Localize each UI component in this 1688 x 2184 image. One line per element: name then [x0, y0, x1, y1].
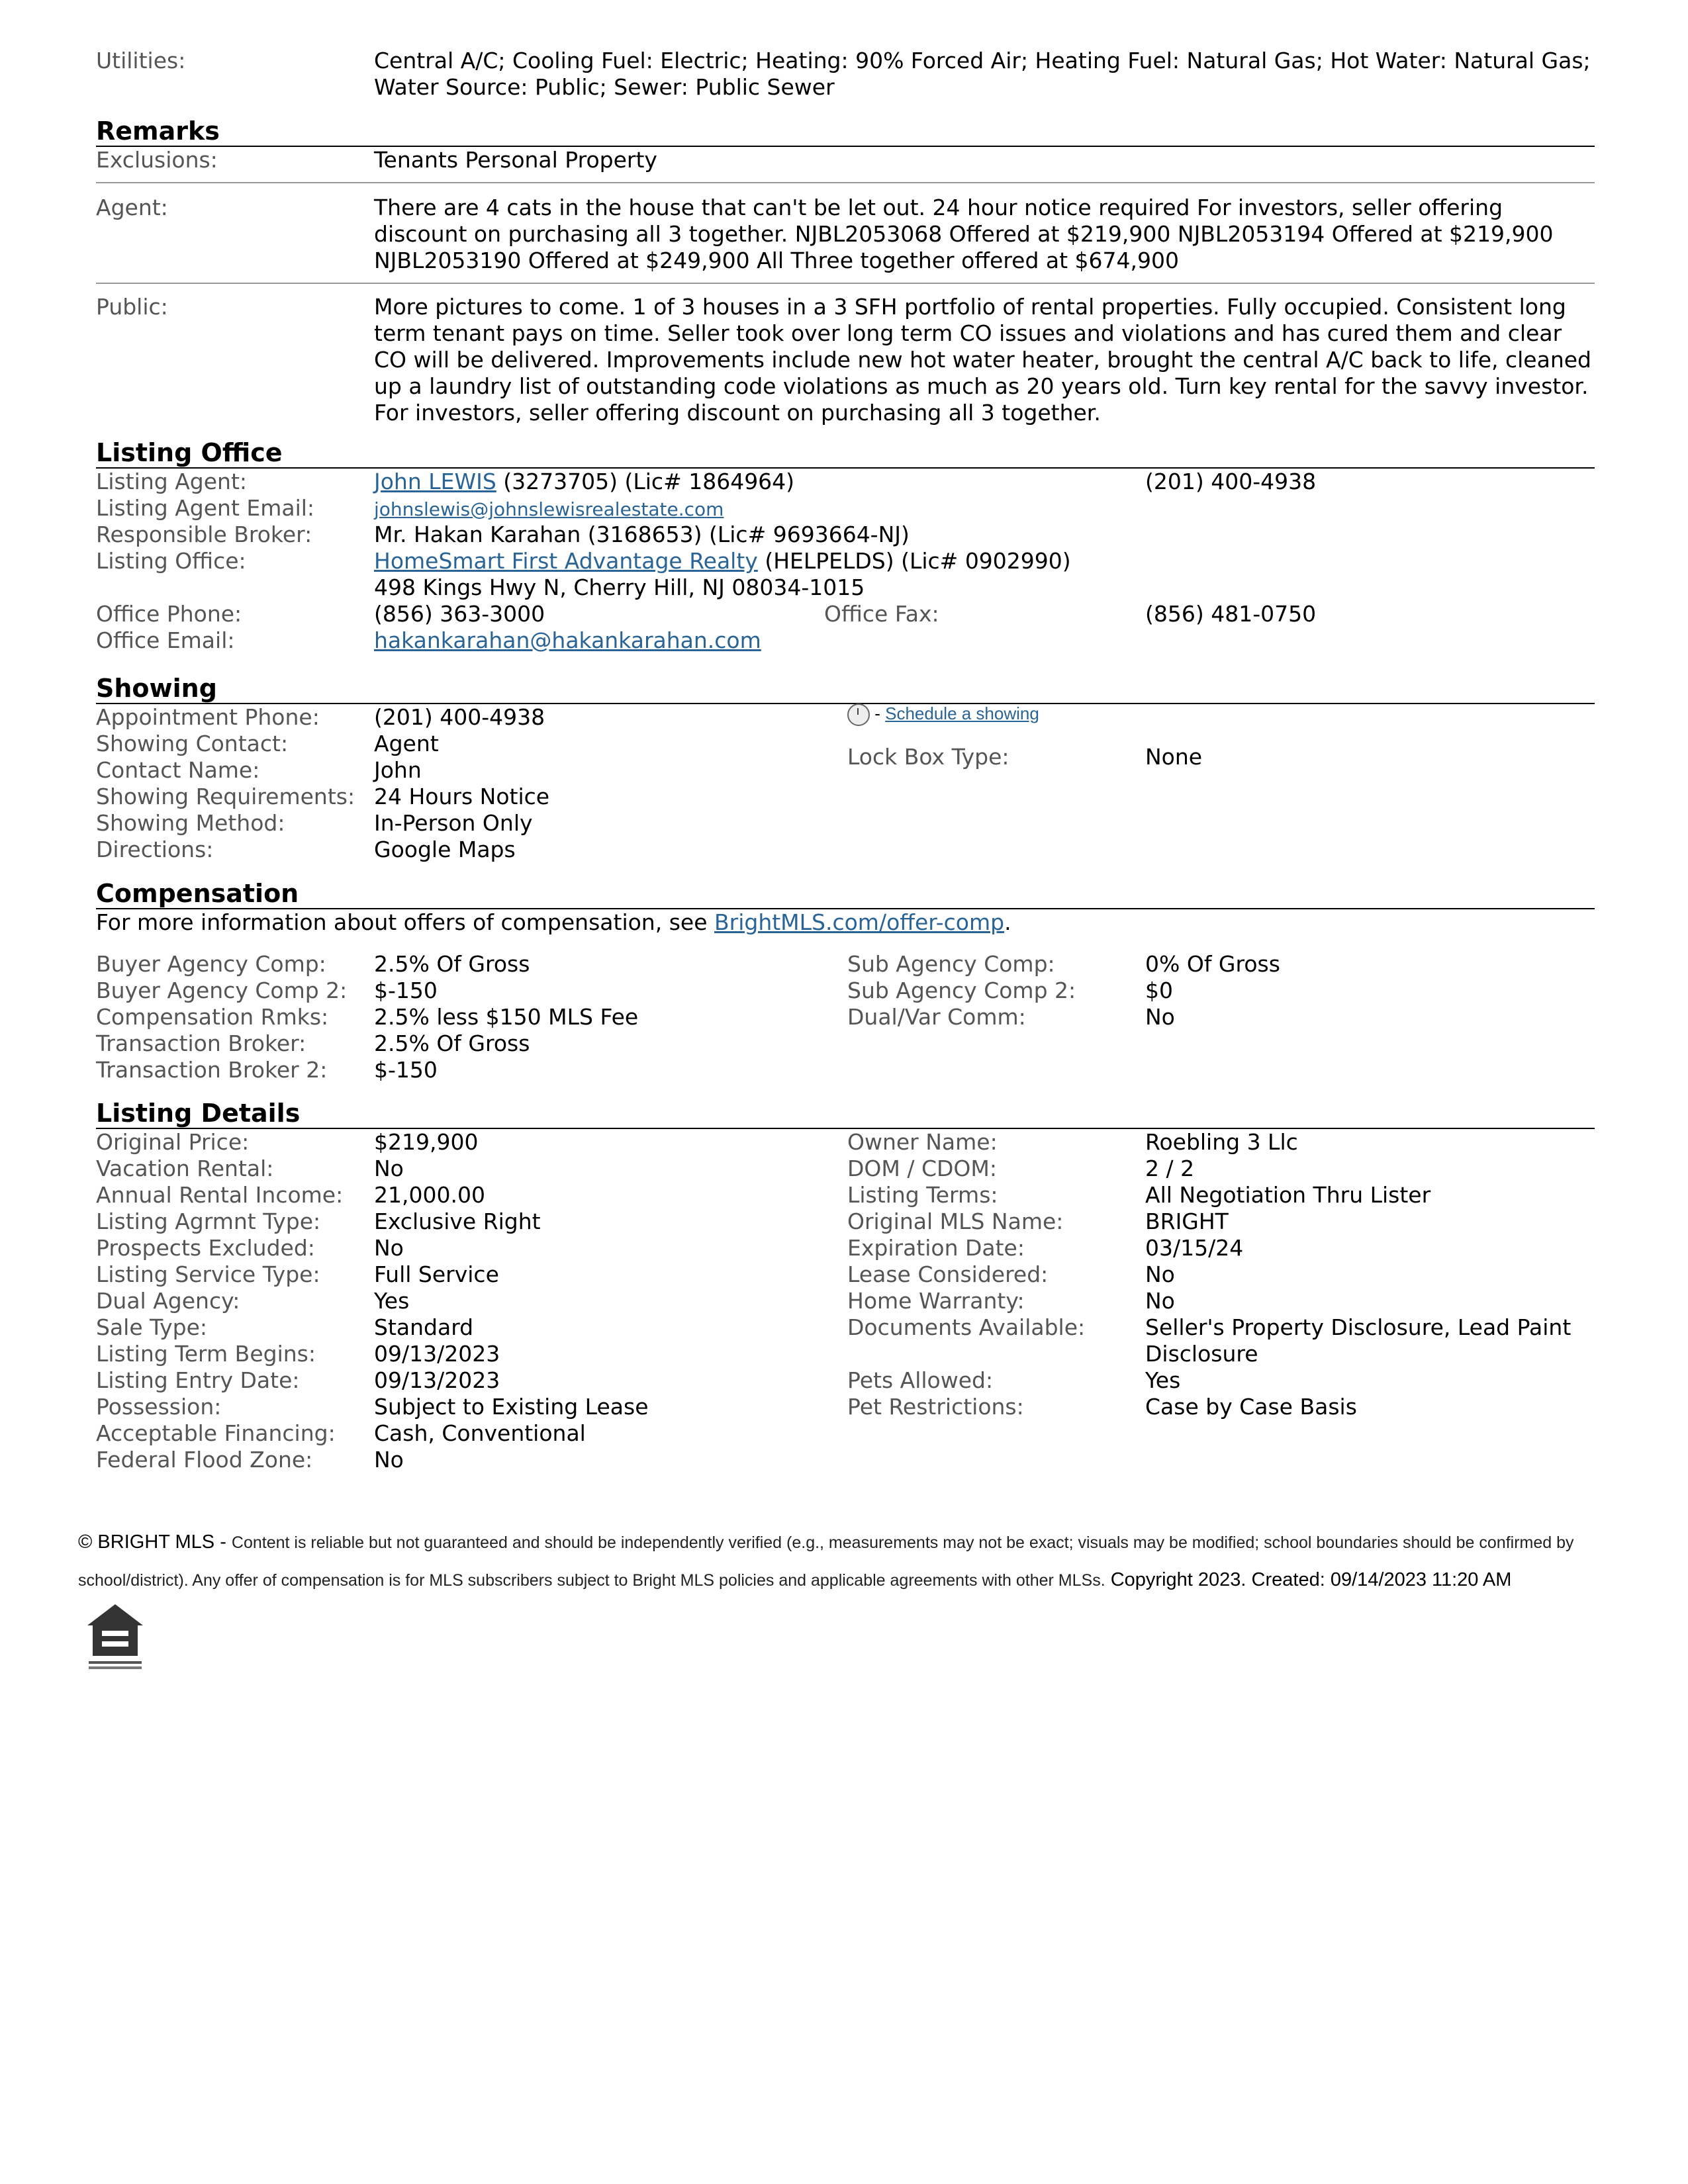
compensation-row: [96, 951, 1595, 978]
compensation-right-list: [96, 951, 1595, 1030]
showing-req-label: Showing Requirements:: [96, 784, 355, 809]
detail-row: [96, 1341, 1595, 1367]
showing-method-label: Showing Method:: [96, 810, 285, 836]
detail-row: [96, 1314, 1595, 1341]
office-link[interactable]: HomeSmart First Advantage Realty: [374, 548, 758, 574]
agent-email-label: Listing Agent Email:: [96, 495, 315, 521]
listing-agent-label: Listing Agent:: [96, 469, 248, 494]
broker-value: Mr. Hakan Karahan (3168653) (Lic# 9693664-NJ): [374, 522, 910, 547]
offer-comp-link[interactable]: BrightMLS.com/offer-comp: [714, 909, 1005, 935]
lockbox-value: None: [1145, 744, 1203, 770]
directions-value: Google Maps: [374, 837, 516, 862]
agent-remarks-label: Agent:: [96, 195, 168, 220]
compensation-info-suffix: .: [1004, 909, 1011, 935]
field-value: Disclosure: [1145, 1341, 1258, 1367]
remarks-heading: Remarks: [96, 116, 1595, 147]
listing-agent-ids: (3273705) (Lic# 1864964): [496, 469, 795, 494]
field-value: No: [1145, 1004, 1175, 1030]
field-value: $0: [1145, 978, 1173, 1003]
schedule-separator: -: [870, 704, 886, 723]
detail-row: [96, 1288, 1595, 1314]
office-value: [374, 548, 1071, 574]
lockbox-label: Lock Box Type:: [847, 744, 1009, 770]
field-value: $-150: [374, 1057, 438, 1083]
detail-row: [96, 1394, 1595, 1420]
contact-name-value: John: [374, 757, 422, 783]
field-label: Pet Restrictions:: [847, 1394, 1024, 1420]
field-value: No: [374, 1235, 404, 1261]
field-value: 09/13/2023: [374, 1367, 500, 1393]
field-label: Lease Considered:: [847, 1261, 1049, 1287]
footer-brand: © BRIGHT MLS -: [78, 1531, 232, 1553]
field-label: Possession:: [96, 1394, 222, 1420]
field-label: Annual Rental Income:: [96, 1182, 344, 1208]
office-ids: (HELPELDS) (Lic# 0902990): [757, 548, 1071, 574]
field-label: Home Warranty:: [847, 1288, 1025, 1314]
field-value: BRIGHT: [1145, 1208, 1229, 1234]
equal-housing-opportunity-icon: [83, 1602, 147, 1674]
details-right-list: [96, 1129, 1595, 1420]
detail-row: [96, 1235, 1595, 1261]
field-value: 09/13/2023: [374, 1341, 500, 1367]
field-label: Documents Available:: [847, 1314, 1086, 1340]
divider: [96, 182, 1595, 183]
office-label: Listing Office:: [96, 548, 246, 574]
field-value: Subject to Existing Lease: [374, 1394, 649, 1420]
listing-office-heading: Listing Office: [96, 438, 1595, 469]
field-value: 2.5% less $150 MLS Fee: [374, 1004, 639, 1030]
showing-heading: Showing: [96, 674, 1595, 704]
field-value: Cash, Conventional: [374, 1420, 586, 1446]
detail-row: [96, 1420, 824, 1447]
field-label: Dual/Var Comm:: [847, 1004, 1026, 1030]
field-value: $-150: [374, 978, 438, 1003]
office-phone-label: Office Phone:: [96, 601, 242, 627]
field-label: Pets Allowed:: [847, 1367, 994, 1393]
agent-remarks-value: There are 4 cats in the house that can't be let out. 24 hour notice required For investors, seller offering discount on purchasing all 3 together. NJBL2053068 Offered at $219,900 NJBL2053194 Offered at $219,900 NJBL2053190 Offered at $249,900 All Three together offered at $674,900: [374, 195, 1554, 273]
schedule-showing-link[interactable]: Schedule a showing: [885, 704, 1039, 723]
detail-row: [96, 1182, 1595, 1208]
field-label: DOM / CDOM:: [847, 1156, 997, 1181]
field-label: Expiration Date:: [847, 1235, 1025, 1261]
listing-agent-link[interactable]: John LEWIS: [374, 469, 496, 494]
compensation-row: [96, 978, 1595, 1004]
field-label: Sale Type:: [96, 1314, 208, 1340]
field-label: Listing Terms:: [847, 1182, 998, 1208]
field-label: Acceptable Financing:: [96, 1420, 336, 1446]
field-value: No: [374, 1156, 404, 1181]
contact-name-label: Contact Name:: [96, 757, 260, 783]
footer-line-1: [78, 1524, 1594, 1561]
field-label: Original Price:: [96, 1129, 250, 1155]
compensation-info: [96, 909, 1595, 936]
compensation-heading: Compensation: [96, 879, 1595, 909]
field-value: Seller's Property Disclosure, Lead Paint: [1145, 1314, 1571, 1340]
appointment-value: (201) 400-4938: [374, 704, 545, 730]
office-fax-value: (856) 481-0750: [1145, 601, 1317, 627]
showing-req-value: 24 Hours Notice: [374, 784, 550, 809]
field-value: Case by Case Basis: [1145, 1394, 1357, 1420]
schedule-showing: [847, 700, 1039, 727]
clock-icon: [847, 704, 870, 726]
compensation-row: [96, 1004, 1595, 1030]
field-label: Sub Agency Comp 2:: [847, 978, 1076, 1003]
agent-email-link[interactable]: johnslewis@johnslewisrealestate.com: [374, 498, 724, 520]
exclusions-value: Tenants Personal Property: [374, 147, 657, 173]
field-value: Yes: [374, 1288, 410, 1314]
field-value: Yes: [1145, 1367, 1181, 1393]
field-value: No: [1145, 1261, 1175, 1287]
divider: [96, 283, 1595, 284]
utilities-value: Central A/C; Cooling Fuel: Electric; Heating: 90% Forced Air; Heating Fuel: Natural Gas; Hot Water: Natural Gas; Water Source: Public; Sewer: Public Sewer: [374, 48, 1591, 100]
footer-disclaimer: [78, 1524, 1594, 1599]
field-label: Listing Term Begins:: [96, 1341, 316, 1367]
field-value: No: [1145, 1288, 1175, 1314]
field-label: Vacation Rental:: [96, 1156, 274, 1181]
field-value: 2.5% Of Gross: [374, 951, 530, 977]
detail-row: [96, 1156, 1595, 1182]
field-label: Sub Agency Comp:: [847, 951, 1055, 977]
field-label: Listing Entry Date:: [96, 1367, 300, 1393]
footer-copyright: Copyright 2023. Created: 09/14/2023 11:20 AM: [1105, 1569, 1512, 1590]
field-label: Dual Agency:: [96, 1288, 240, 1314]
compensation-row: [96, 1030, 824, 1057]
directions-label: Directions:: [96, 837, 214, 862]
field-label: Prospects Excluded:: [96, 1235, 315, 1261]
field-label: Listing Agrmnt Type:: [96, 1208, 321, 1234]
listing-agent-phone: (201) 400-4938: [1145, 469, 1317, 494]
detail-row: [96, 1208, 1595, 1235]
exclusions-label: Exclusions:: [96, 147, 218, 173]
appointment-label: Appointment Phone:: [96, 704, 320, 730]
field-value: 2.5% Of Gross: [374, 1030, 530, 1056]
public-remarks-label: Public:: [96, 294, 168, 320]
office-fax-label: Office Fax:: [824, 601, 939, 627]
footer-line-2: [78, 1561, 1594, 1599]
footer-disclaimer-1: Content is reliable but not guaranteed and should be independently verified (e.g., measurements may not be exact; visuals may be modified; school boundaries should be confirmed by: [231, 1533, 1574, 1552]
field-label: Transaction Broker 2:: [96, 1057, 328, 1083]
field-label: Original MLS Name:: [847, 1208, 1064, 1234]
field-label: Buyer Agency Comp 2:: [96, 978, 348, 1003]
field-value: $219,900: [374, 1129, 479, 1155]
field-label: Listing Service Type:: [96, 1261, 320, 1287]
field-value: All Negotiation Thru Lister: [1145, 1182, 1431, 1208]
detail-row: [96, 1447, 824, 1473]
field-value: Roebling 3 Llc: [1145, 1129, 1298, 1155]
utilities-label: Utilities:: [96, 48, 186, 73]
field-label: Buyer Agency Comp:: [96, 951, 326, 977]
office-email-label: Office Email:: [96, 627, 235, 653]
field-label: Compensation Rmks:: [96, 1004, 329, 1030]
showing-contact-label: Showing Contact:: [96, 731, 289, 756]
office-email-link[interactable]: hakankarahan@hakankarahan.com: [374, 627, 761, 653]
field-label: Transaction Broker:: [96, 1030, 306, 1056]
public-remarks-value: More pictures to come. 1 of 3 houses in a 3 SFH portfolio of rental properties. Fully occupied. Consistent long term tenant pays on time. Seller took over long term CO issues and violations and has cured them and clear CO will be delivered. Improvements include new hot water heater, brought the central A/C back to life, cleaned up a laundry list of outstanding code violations as much as 20 years old. Turn key rental for the savvy investor. For investors, seller offering discount on purchasing all 3 together.: [374, 294, 1591, 426]
compensation-row: [96, 1057, 824, 1083]
showing-method-value: In-Person Only: [374, 810, 533, 836]
compensation-info-text: For more information about offers of compensation, see: [96, 909, 714, 935]
detail-row: [96, 1129, 1595, 1156]
field-value: No: [374, 1447, 404, 1473]
field-value: 03/15/24: [1145, 1235, 1244, 1261]
field-label: Owner Name:: [847, 1129, 998, 1155]
showing-contact-value: Agent: [374, 731, 439, 756]
broker-label: Responsible Broker:: [96, 522, 312, 547]
detail-row: [96, 1367, 1595, 1394]
detail-row: [96, 1261, 1595, 1288]
footer-disclaimer-2: school/district). Any offer of compensation is for MLS subscribers subject to Bright MLS policies and applicable agreements with other MLSs.: [78, 1571, 1105, 1590]
office-address: 498 Kings Hwy N, Cherry Hill, NJ 08034-1015: [374, 574, 865, 600]
office-phone-value: (856) 363-3000: [374, 601, 545, 627]
listing-details-heading: Listing Details: [96, 1099, 1595, 1129]
field-value: 21,000.00: [374, 1182, 485, 1208]
field-value: 0% Of Gross: [1145, 951, 1280, 977]
listing-agent-value: [374, 469, 794, 495]
field-label: Federal Flood Zone:: [96, 1447, 313, 1473]
field-value: Full Service: [374, 1261, 499, 1287]
field-value: Exclusive Right: [374, 1208, 541, 1234]
field-value: Standard: [374, 1314, 474, 1340]
field-value: 2 / 2: [1145, 1156, 1195, 1181]
